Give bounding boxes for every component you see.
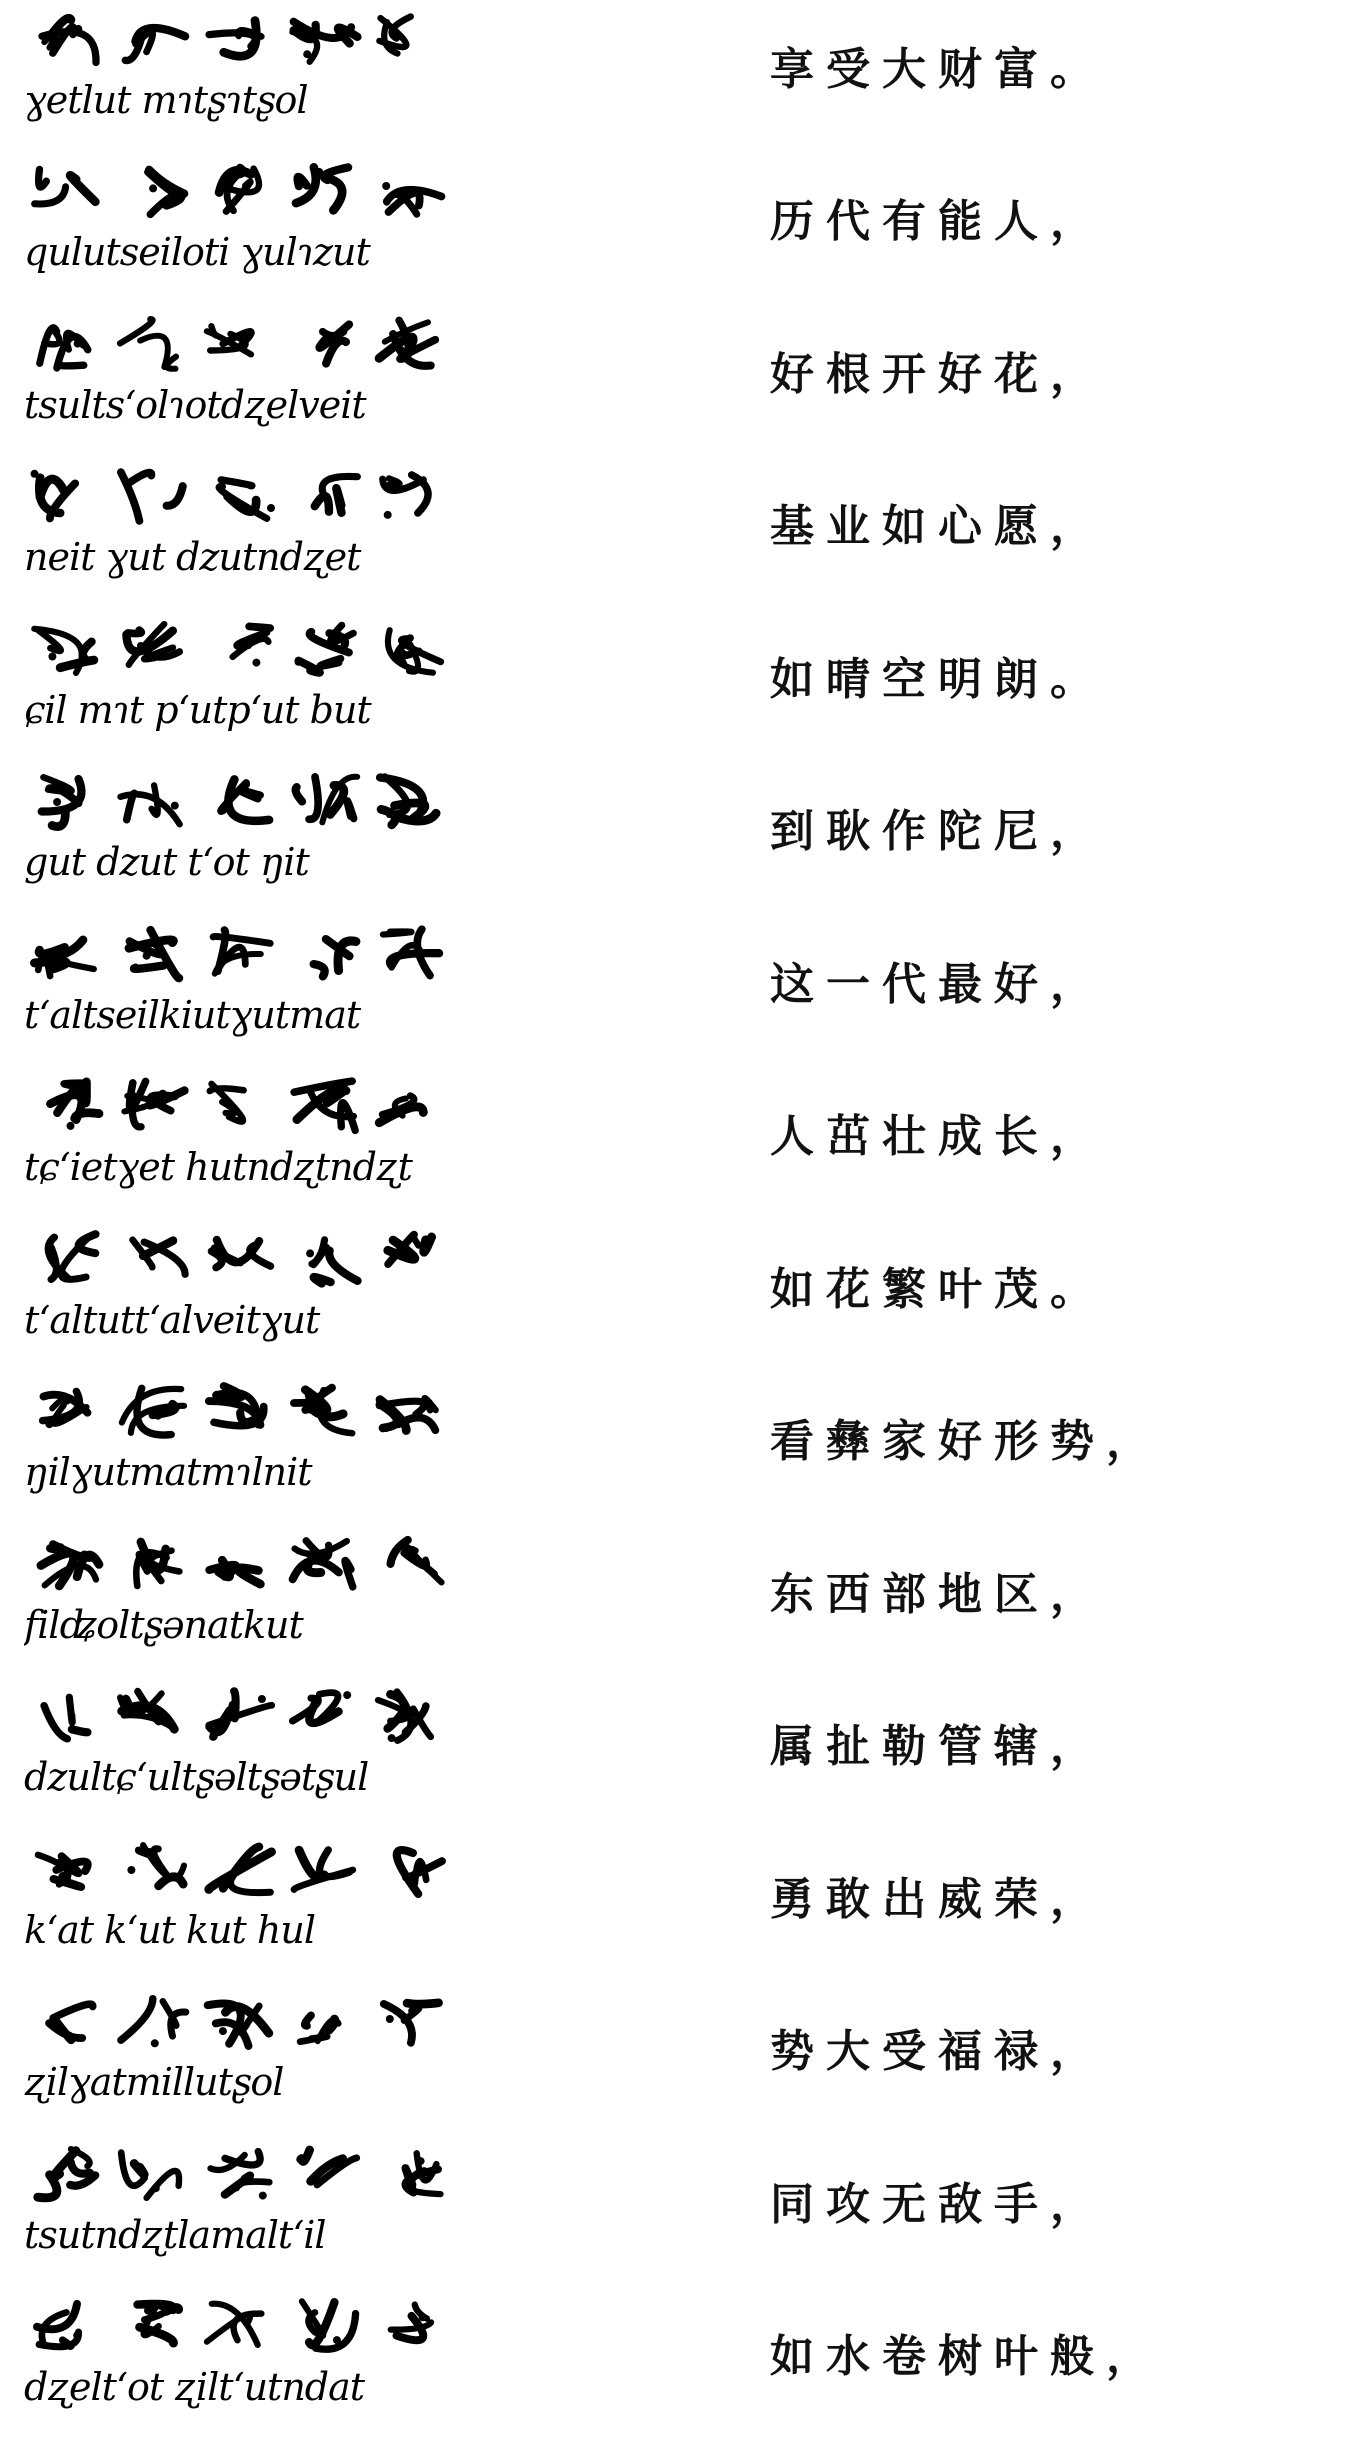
yi-phonetic-transcription: filʥoltʂənatkut <box>24 1603 303 1647</box>
yi-phonetic-transcription: gut dzut tʻot ŋit <box>24 840 309 884</box>
yi-script-glyphs <box>30 1380 460 1446</box>
yi-phonetic-transcription: tʻaltuttʻalveitɣut <box>24 1298 320 1342</box>
yi-phonetic-transcription: dzultɕʻultʂəltʂətʂul <box>24 1755 369 1799</box>
yi-phonetic-transcription: kʻat kʻut kut hul <box>24 1908 315 1952</box>
yi-phonetic-transcription: tɕʻietɣet hutndʐtndʐt <box>24 1145 412 1189</box>
yi-phonetic-transcription: tsultsʻolɿotdʐelveit <box>24 383 366 427</box>
verse-row <box>0 2135 1359 2287</box>
yi-verse <box>24 1683 464 1823</box>
yi-phonetic-transcription: ʐilɣatmillutʂol <box>24 2060 284 2104</box>
yi-script-glyphs <box>30 313 460 379</box>
chinese-translation: 基业如心愿， <box>770 501 1106 552</box>
yi-script-glyphs <box>30 1533 460 1599</box>
yi-verse <box>24 1836 464 1976</box>
verse-row <box>0 1830 1359 1982</box>
chinese-translation: 人茁壮成长， <box>770 1111 1106 1162</box>
verse-row <box>0 915 1359 1067</box>
yi-verse <box>24 2293 464 2433</box>
yi-phonetic-transcription: qulutseiloti ɣulɿzut <box>24 230 370 274</box>
chinese-translation: 看彝家好形势， <box>770 1416 1162 1467</box>
yi-verse <box>24 1988 464 2128</box>
chinese-translation: 享受大财富。 <box>770 44 1106 95</box>
verse-row <box>0 1677 1359 1829</box>
yi-script-glyphs <box>30 923 460 989</box>
verse-row <box>0 2287 1359 2439</box>
verse-row <box>0 305 1359 457</box>
verse-row <box>0 457 1359 609</box>
yi-verse <box>24 311 464 451</box>
yi-verse <box>24 463 464 603</box>
yi-verse <box>24 921 464 1061</box>
verse-row <box>0 1220 1359 1372</box>
yi-verse <box>24 158 464 298</box>
yi-verse <box>24 6 464 146</box>
yi-script-glyphs <box>30 1685 460 1751</box>
verse-row <box>0 1067 1359 1219</box>
yi-script-glyphs <box>30 1228 460 1294</box>
yi-verse <box>24 1073 464 1213</box>
yi-phonetic-transcription: ɣetlut mɿtʂɿtʂol <box>24 78 308 122</box>
verse-row <box>0 152 1359 304</box>
verse-row <box>0 610 1359 762</box>
yi-script-glyphs <box>30 2295 460 2361</box>
verse-row <box>0 762 1359 914</box>
yi-script-glyphs <box>30 770 460 836</box>
verse-row <box>0 0 1359 152</box>
chinese-translation: 如水卷树叶般， <box>770 2331 1162 2382</box>
yi-script-glyphs <box>30 1075 460 1141</box>
chinese-translation: 到耿作陀尼， <box>770 806 1106 857</box>
verse-row <box>0 1982 1359 2134</box>
yi-verse <box>24 768 464 908</box>
yi-script-glyphs <box>30 8 460 74</box>
chinese-translation: 这一代最好， <box>770 959 1106 1010</box>
yi-verse <box>24 616 464 756</box>
yi-verse <box>24 1226 464 1366</box>
yi-verse <box>24 1378 464 1518</box>
verse-row <box>0 1372 1359 1524</box>
chinese-translation: 同攻无敌手， <box>770 2179 1106 2230</box>
yi-phonetic-transcription: tsutndʐtlamaltʻil <box>24 2213 326 2257</box>
yi-phonetic-transcription: tʻaltseilkiutɣutmat <box>24 993 361 1037</box>
yi-script-glyphs <box>30 160 460 226</box>
yi-script-glyphs <box>30 1990 460 2056</box>
verse-row <box>0 1525 1359 1677</box>
chinese-translation: 势大受福禄， <box>770 2026 1106 2077</box>
chinese-translation: 勇敢出威荣， <box>770 1874 1106 1925</box>
yi-script-glyphs <box>30 1838 460 1904</box>
chinese-translation: 历代有能人， <box>770 196 1106 247</box>
yi-verse <box>24 1531 464 1671</box>
chinese-translation: 属扯勒管辖， <box>770 1721 1106 1772</box>
chinese-translation: 如晴空明朗。 <box>770 654 1106 705</box>
yi-script-glyphs <box>30 465 460 531</box>
yi-phonetic-transcription: ɕil mɿt pʻutpʻut but <box>24 688 371 732</box>
yi-phonetic-transcription: neit ɣut dzutndʐet <box>24 535 361 579</box>
chinese-translation: 如花繁叶茂。 <box>770 1264 1106 1315</box>
chinese-translation: 东西部地区， <box>770 1569 1106 1620</box>
yi-verse <box>24 2141 464 2281</box>
yi-phonetic-transcription: dʐeltʻot ʐiltʻutndat <box>24 2365 365 2409</box>
yi-phonetic-transcription: ŋilɣutmatmɿlnit <box>24 1450 312 1494</box>
chinese-translation: 好根开好花， <box>770 349 1106 400</box>
yi-script-glyphs <box>30 2143 460 2209</box>
yi-script-glyphs <box>30 618 460 684</box>
